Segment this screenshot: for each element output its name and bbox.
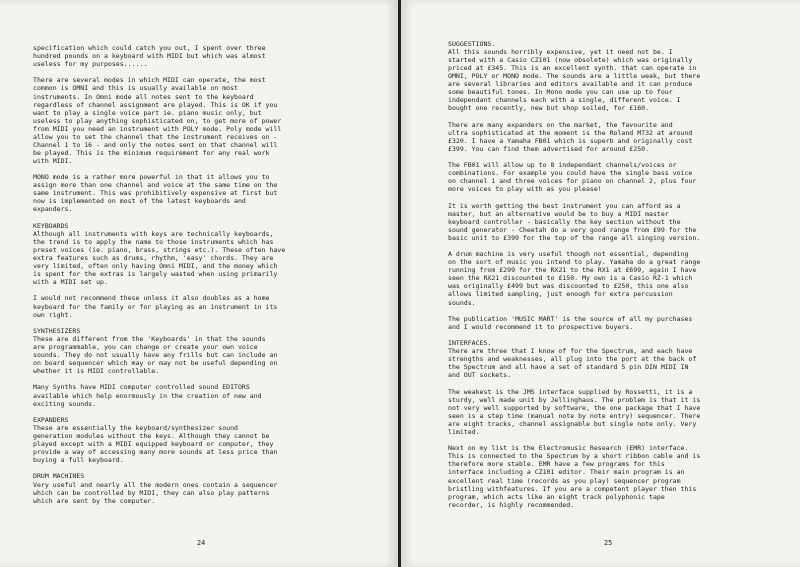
section-heading: SUGGESTIONS. (448, 40, 496, 48)
paragraph: All this sounds horribly expensive, yet it need not be. I started with a Casio CZ101 (now obsolete) which was originally priced at £345. This is an excellent synth. that can operate in OMNI, POLY or MONO mode. The sounds are a little weak, but there are several libraries and editors available and it can produce some beautiful tones. In Mono mode you can use up to four independant channels each with a single, different voice. I bought one recently, new but shop soiled, for £160. (448, 48, 701, 113)
page-number: 24 (197, 539, 206, 547)
paragraph: There are three that I know of for the Spectrum, and each have strengths and weaknesses, all plug into the port at the back of the Spectrum and all have a set of standard 5 pin DIN MIDI IN and OUT sockets. (448, 347, 697, 380)
paragraph: specification which could catch you out, I spent over three hundred pounds on a keyboard with MIDI but which was almost useless for my purposes...... (33, 44, 266, 69)
paragraph: MONO mode is a rather more powerful in that it allows you to assign more than one channel and voice at the same time on the same instrument. This was prohibitively expensive at first but now is implemented on most of the latest keyboards and expanders. (33, 173, 278, 214)
paragraph: There are many expanders on the market, the favourite and ultra sophisticated at the moment is the Roland MT32 at around £320. I have a Yamaha FB01 which is superb and originally cost £399. You can find them advertised for around £250. (448, 120, 693, 153)
paragraph: I would not recommend these unless it also doubles as a home keyboard for the family or for playing as an instrument in its own right. (33, 294, 278, 319)
section-heading: INTERFACES. (448, 339, 492, 348)
right-page-content (448, 40, 790, 509)
left-page (0, 0, 398, 567)
paragraph: It is worth getting the best instrument you can afford as a master, but an alternative would be to buy a MIDI master keyboard controller - basically the key section without the sound generator - Cheetah do a very good range from £99 for the basic unit to £399 for the top of the range all singing version. (448, 201, 701, 242)
section-heading: EXPANDERS (33, 415, 69, 424)
paragraph: The publication 'MUSIC MART' is the source of all my purchases and I would recommend it to prospective buyers. (448, 314, 693, 331)
paragraph: The weakest is the JMS interface supplied by Rossetti, it is a sturdy, well made unit by Jellinghaus. The problem is that it is not very well supported by software, the one package that I have seen is a step time (manual note by note entry) sequencer. There are eight tracks, channel assignable but single note only. Very limited. (448, 387, 701, 436)
left-page-content (33, 44, 384, 505)
page-number: 25 (604, 539, 613, 547)
paragraph: There are several modes in which MIDI can operate, the most common is OMNI and this is usually available on most instruments. In Omni mode all notes sent to the keyboard regardless of channel assignment are played. This is OK if you want to play a single voice part ie. piano music only, but useless to play anything sophisticated on, to get more of power from MIDI you need an instrument with POLY mode. Poly mode will allow you to set the channel that the instrument receives on - Channel 1 to 16 - and only the notes sent on that channel will be played. This is the minimum requirement for any real work with MIDI. (33, 76, 282, 165)
paragraph: Although all instruments with keys are technically keyboards, the trend is to apply the name to those instruments which has preset voices (ie. piano, brass, strings etc.). These often have extra features such as drums, rhythm, 'easy' chords. They are very limited, often only having Omni MIDI, and the money which is spent for the extras is largely wasted when using primarily with a MIDI set up. (33, 229, 286, 287)
section-heading: DRUM MACHINES (33, 472, 85, 481)
paragraph: A drum machine is very useful though not essential, depending on the sort of music you intend to play. Yamaha do a great range running from £299 for the RX21 to the RX1 at £699, again I have seen the RX21 discounted to £150. My own is a Casio RZ-1 which was originally £499 but was discounted to £250, this one also allows limited sampling, just enough for extra percussion sounds. (448, 250, 701, 307)
paragraph: The FB01 will allow up to 8 independant channels/voices or combinations. For example you could have the single bass voice on channel 1 and three voices for piano on channel 2, plus four more voices to play with as you please! (448, 161, 697, 194)
section-heading: SYNTHESIZERS (33, 326, 81, 335)
right-page (401, 0, 800, 567)
paragraph: Next on my list is the Electromusic Research (EMR) interface. This is connected to the Spectrum by a short ribbon cable and is therefore more stable. EMR have a few programs for this interface including a CZ101 editor. Their main program is an excellent real time (records as you play) sequencer program bristling withfeatures. If you are a competent player then this program, which acts like an eight track polyphonic tape recorder, is highly recommended. (448, 444, 701, 509)
paragraph: Very useful and nearly all the modern ones contain a sequencer which can be controlled by MIDI, they can also play patterns which are sent by the computer. (33, 480, 278, 505)
paragraph: These are essentially the keyboard/synthesizer sound generation modules without the keys. Although they cannot be played except with a MIDI equipped keyboard or computer, they provide a way of accessing many more sounds at less price than buying a full keyboard. (33, 423, 278, 465)
paragraph: These are different from the 'Keyboards' in that the sounds are programmable, you can change or create your own voice sounds. They do not usually have any frills but can include an on board sequencer which may or may not be useful depending on whether it is MIDI controllable. (33, 334, 278, 376)
section-heading: KEYBOARDS (33, 221, 69, 230)
paragraph: Many Synths have MIDI computer controlled sound EDITORS available which help enormously in the creation of new and exciting sounds. (33, 383, 262, 408)
